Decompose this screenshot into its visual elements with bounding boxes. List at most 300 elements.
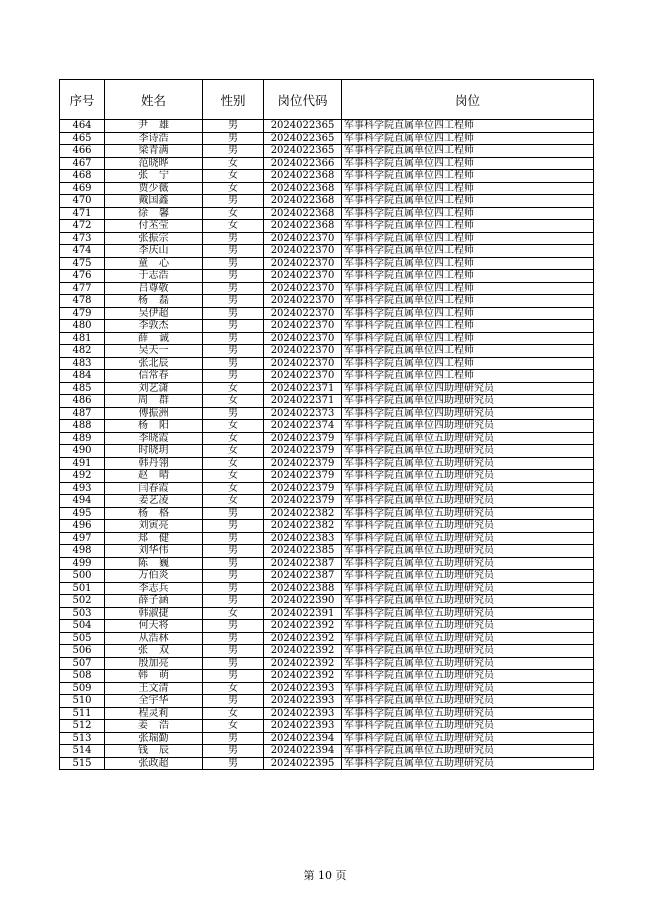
cell-gender: 女: [203, 707, 264, 720]
cell-gender: 女: [203, 420, 264, 433]
cell-post: 军事科学院直属单位四工程师: [342, 145, 594, 158]
cell-post: 军事科学院直属单位五助理研究员: [342, 520, 594, 533]
cell-code: 2024022392: [264, 657, 342, 670]
table-row: [60, 645, 594, 658]
cell-name: 信常春: [105, 370, 203, 383]
cell-code: 2024022379: [264, 495, 342, 508]
cell-seq: 502: [60, 595, 105, 608]
cell-seq: 465: [60, 132, 105, 145]
table-row: [60, 157, 594, 170]
cell-code: 2024022393: [264, 695, 342, 708]
cell-seq: 472: [60, 220, 105, 233]
table-row: [60, 545, 594, 558]
cell-seq: 470: [60, 195, 105, 208]
cell-post: 军事科学院直属单位五助理研究员: [342, 745, 594, 758]
cell-gender: 女: [203, 432, 264, 445]
cell-code: 2024022388: [264, 582, 342, 595]
cell-post: 军事科学院直属单位四工程师: [342, 320, 594, 333]
table-row: [60, 370, 594, 383]
cell-name: 梁青满: [105, 145, 203, 158]
table-row: [60, 320, 594, 333]
table-row: [60, 170, 594, 183]
table-row: [60, 507, 594, 520]
cell-gender: 女: [203, 720, 264, 733]
table-row: [60, 557, 594, 570]
cell-seq: 514: [60, 745, 105, 758]
cell-code: 2024022383: [264, 532, 342, 545]
cell-code: 2024022379: [264, 457, 342, 470]
cell-name: 赵晴: [105, 470, 203, 483]
table-row: [60, 282, 594, 295]
cell-gender: 男: [203, 532, 264, 545]
cell-gender: 男: [203, 732, 264, 745]
cell-seq: 511: [60, 707, 105, 720]
table-header-row: [60, 80, 594, 120]
header-seq: 序号: [60, 80, 105, 120]
cell-post: 军事科学院直属单位四工程师: [342, 232, 594, 245]
cell-seq: 492: [60, 470, 105, 483]
cell-seq: 508: [60, 670, 105, 683]
cell-post: 军事科学院直属单位四工程师: [342, 220, 594, 233]
cell-seq: 498: [60, 545, 105, 558]
cell-seq: 474: [60, 245, 105, 258]
table-row: [60, 345, 594, 358]
cell-name: 张双: [105, 645, 203, 658]
cell-gender: 男: [203, 520, 264, 533]
table-row: [60, 670, 594, 683]
cell-name: 韩丹翎: [105, 457, 203, 470]
table-row: [60, 632, 594, 645]
cell-gender: 男: [203, 245, 264, 258]
table-row: [60, 445, 594, 458]
table-row: [60, 245, 594, 258]
cell-name: 张政超: [105, 757, 203, 770]
cell-seq: 481: [60, 332, 105, 345]
table-row: [60, 520, 594, 533]
cell-code: 2024022392: [264, 632, 342, 645]
cell-gender: 女: [203, 470, 264, 483]
header-post: 岗位: [342, 80, 594, 120]
cell-code: 2024022370: [264, 307, 342, 320]
table-row: [60, 120, 594, 133]
cell-code: 2024022370: [264, 282, 342, 295]
cell-seq: 491: [60, 457, 105, 470]
cell-gender: 女: [203, 457, 264, 470]
cell-gender: 男: [203, 407, 264, 420]
table-row: [60, 757, 594, 770]
cell-post: 军事科学院直属单位五助理研究员: [342, 657, 594, 670]
cell-seq: 509: [60, 682, 105, 695]
cell-code: 2024022371: [264, 395, 342, 408]
header-code: 岗位代码: [264, 80, 342, 120]
cell-seq: 484: [60, 370, 105, 383]
cell-gender: 男: [203, 632, 264, 645]
table-row: [60, 720, 594, 733]
cell-post: 军事科学院直属单位四工程师: [342, 357, 594, 370]
cell-seq: 485: [60, 382, 105, 395]
cell-gender: 男: [203, 620, 264, 633]
cell-post: 军事科学院直属单位五助理研究员: [342, 645, 594, 658]
cell-post: 军事科学院直属单位四助理研究员: [342, 382, 594, 395]
table-row: [60, 582, 594, 595]
cell-gender: 男: [203, 745, 264, 758]
cell-seq: 510: [60, 695, 105, 708]
cell-post: 军事科学院直属单位四助理研究员: [342, 407, 594, 420]
cell-name: 范晓晔: [105, 157, 203, 170]
cell-gender: 男: [203, 670, 264, 683]
table-row: [60, 357, 594, 370]
cell-gender: 女: [203, 170, 264, 183]
cell-gender: 女: [203, 395, 264, 408]
cell-name: 吴伊超: [105, 307, 203, 320]
cell-gender: 男: [203, 370, 264, 383]
cell-post: 军事科学院直属单位五助理研究员: [342, 570, 594, 583]
cell-post: 军事科学院直属单位四工程师: [342, 170, 594, 183]
cell-gender: 男: [203, 307, 264, 320]
cell-name: 王文清: [105, 682, 203, 695]
cell-post: 军事科学院直属单位四工程师: [342, 345, 594, 358]
table-row: [60, 132, 594, 145]
cell-post: 军事科学院直属单位四助理研究员: [342, 420, 594, 433]
cell-name: 李诗浩: [105, 132, 203, 145]
cell-name: 张振宗: [105, 232, 203, 245]
cell-post: 军事科学院直属单位四工程师: [342, 132, 594, 145]
table-row: [60, 495, 594, 508]
cell-gender: 男: [203, 570, 264, 583]
cell-name: 韩淑捷: [105, 607, 203, 620]
cell-name: 刘寅亮: [105, 520, 203, 533]
cell-gender: 男: [203, 320, 264, 333]
cell-gender: 男: [203, 120, 264, 133]
cell-post: 军事科学院直属单位五助理研究员: [342, 607, 594, 620]
header-gender: 性别: [203, 80, 264, 120]
table-row: [60, 232, 594, 245]
cell-name: 闫春霞: [105, 482, 203, 495]
cell-name: 程灵莉: [105, 707, 203, 720]
cell-gender: 男: [203, 582, 264, 595]
cell-post: 军事科学院直属单位四工程师: [342, 182, 594, 195]
cell-gender: 男: [203, 332, 264, 345]
cell-code: 2024022370: [264, 245, 342, 258]
table-row: [60, 457, 594, 470]
cell-post: 军事科学院直属单位五助理研究员: [342, 482, 594, 495]
cell-name: 吕尊敬: [105, 282, 203, 295]
cell-name: 李志兵: [105, 582, 203, 595]
cell-seq: 495: [60, 507, 105, 520]
cell-code: 2024022371: [264, 382, 342, 395]
cell-seq: 505: [60, 632, 105, 645]
cell-code: 2024022392: [264, 620, 342, 633]
cell-code: 2024022392: [264, 670, 342, 683]
cell-name: 贾少薇: [105, 182, 203, 195]
cell-code: 2024022365: [264, 145, 342, 158]
cell-gender: 男: [203, 657, 264, 670]
table-body: [60, 120, 594, 770]
cell-code: 2024022370: [264, 232, 342, 245]
cell-code: 2024022387: [264, 557, 342, 570]
cell-gender: 男: [203, 557, 264, 570]
cell-post: 军事科学院直属单位五助理研究员: [342, 682, 594, 695]
cell-post: 军事科学院直属单位四工程师: [342, 370, 594, 383]
cell-gender: 女: [203, 220, 264, 233]
cell-gender: 女: [203, 482, 264, 495]
cell-code: 2024022379: [264, 482, 342, 495]
cell-post: 军事科学院直属单位五助理研究员: [342, 720, 594, 733]
table-row: [60, 307, 594, 320]
cell-name: 郑健: [105, 532, 203, 545]
roster-table: [59, 79, 594, 770]
cell-gender: 女: [203, 157, 264, 170]
cell-code: 2024022392: [264, 645, 342, 658]
cell-seq: 486: [60, 395, 105, 408]
cell-code: 2024022387: [264, 570, 342, 583]
cell-code: 2024022391: [264, 607, 342, 620]
cell-gender: 女: [203, 182, 264, 195]
cell-seq: 490: [60, 445, 105, 458]
table-row: [60, 695, 594, 708]
cell-post: 军事科学院直属单位四助理研究员: [342, 395, 594, 408]
cell-seq: 504: [60, 620, 105, 633]
cell-post: 军事科学院直属单位五助理研究员: [342, 432, 594, 445]
cell-name: 李庆山: [105, 245, 203, 258]
cell-code: 2024022365: [264, 132, 342, 145]
cell-code: 2024022368: [264, 207, 342, 220]
cell-name: 张宁: [105, 170, 203, 183]
cell-gender: 男: [203, 757, 264, 770]
cell-seq: 494: [60, 495, 105, 508]
cell-gender: 女: [203, 682, 264, 695]
table-row: [60, 257, 594, 270]
cell-name: 张北辰: [105, 357, 203, 370]
cell-gender: 男: [203, 270, 264, 283]
cell-seq: 507: [60, 657, 105, 670]
cell-seq: 483: [60, 357, 105, 370]
cell-name: 时晓玥: [105, 445, 203, 458]
cell-name: 殷加亮: [105, 657, 203, 670]
table-row: [60, 145, 594, 158]
cell-post: 军事科学院直属单位四工程师: [342, 270, 594, 283]
cell-seq: 475: [60, 257, 105, 270]
cell-gender: 女: [203, 445, 264, 458]
cell-code: 2024022370: [264, 295, 342, 308]
cell-name: 李晓霞: [105, 432, 203, 445]
cell-seq: 480: [60, 320, 105, 333]
cell-gender: 男: [203, 345, 264, 358]
cell-name: 于志浩: [105, 270, 203, 283]
cell-seq: 496: [60, 520, 105, 533]
cell-name: 全宇华: [105, 695, 203, 708]
cell-code: 2024022394: [264, 732, 342, 745]
cell-gender: 男: [203, 132, 264, 145]
cell-seq: 512: [60, 720, 105, 733]
cell-seq: 476: [60, 270, 105, 283]
cell-seq: 499: [60, 557, 105, 570]
cell-code: 2024022370: [264, 332, 342, 345]
cell-seq: 503: [60, 607, 105, 620]
cell-gender: 男: [203, 295, 264, 308]
table-row: [60, 407, 594, 420]
cell-post: 军事科学院直属单位四工程师: [342, 257, 594, 270]
cell-name: 韩萌: [105, 670, 203, 683]
cell-post: 军事科学院直属单位四工程师: [342, 332, 594, 345]
cell-post: 军事科学院直属单位四工程师: [342, 157, 594, 170]
table-row: [60, 420, 594, 433]
cell-code: 2024022393: [264, 707, 342, 720]
cell-seq: 493: [60, 482, 105, 495]
cell-code: 2024022370: [264, 370, 342, 383]
table-row: [60, 207, 594, 220]
cell-code: 2024022385: [264, 545, 342, 558]
cell-name: 张瑞勤: [105, 732, 203, 745]
cell-name: 钱辰: [105, 745, 203, 758]
cell-code: 2024022373: [264, 407, 342, 420]
table-row: [60, 470, 594, 483]
cell-code: 2024022382: [264, 520, 342, 533]
table-row: [60, 657, 594, 670]
table-row: [60, 332, 594, 345]
cell-name: 付苤莹: [105, 220, 203, 233]
cell-seq: 473: [60, 232, 105, 245]
cell-post: 军事科学院直属单位五助理研究员: [342, 695, 594, 708]
cell-post: 军事科学院直属单位五助理研究员: [342, 532, 594, 545]
cell-gender: 男: [203, 645, 264, 658]
cell-name: 杨格: [105, 507, 203, 520]
cell-post: 军事科学院直属单位五助理研究员: [342, 507, 594, 520]
cell-seq: 488: [60, 420, 105, 433]
cell-post: 军事科学院直属单位五助理研究员: [342, 445, 594, 458]
cell-name: 傅振洲: [105, 407, 203, 420]
cell-name: 陈巍: [105, 557, 203, 570]
cell-gender: 男: [203, 232, 264, 245]
cell-post: 军事科学院直属单位四工程师: [342, 295, 594, 308]
cell-code: 2024022368: [264, 182, 342, 195]
page-number: 第 10 页: [303, 869, 347, 882]
cell-name: 周群: [105, 395, 203, 408]
cell-code: 2024022370: [264, 357, 342, 370]
cell-seq: 487: [60, 407, 105, 420]
cell-name: 何天将: [105, 620, 203, 633]
cell-post: 军事科学院直属单位五助理研究员: [342, 595, 594, 608]
cell-seq: 500: [60, 570, 105, 583]
cell-name: 童心: [105, 257, 203, 270]
cell-code: 2024022395: [264, 757, 342, 770]
cell-seq: 513: [60, 732, 105, 745]
cell-code: 2024022390: [264, 595, 342, 608]
table-row: [60, 682, 594, 695]
cell-name: 徐馨: [105, 207, 203, 220]
cell-code: 2024022374: [264, 420, 342, 433]
cell-post: 军事科学院直属单位五助理研究员: [342, 632, 594, 645]
cell-gender: 男: [203, 282, 264, 295]
table-row: [60, 595, 594, 608]
cell-post: 军事科学院直属单位四工程师: [342, 195, 594, 208]
cell-code: 2024022379: [264, 432, 342, 445]
cell-post: 军事科学院直属单位四工程师: [342, 120, 594, 133]
cell-code: 2024022382: [264, 507, 342, 520]
table-row: [60, 745, 594, 758]
cell-gender: 男: [203, 145, 264, 158]
table-row: [60, 182, 594, 195]
cell-code: 2024022370: [264, 320, 342, 333]
cell-name: 薛诚: [105, 332, 203, 345]
cell-post: 军事科学院直属单位五助理研究员: [342, 557, 594, 570]
cell-name: 姜浩: [105, 720, 203, 733]
cell-code: 2024022370: [264, 270, 342, 283]
cell-seq: 501: [60, 582, 105, 595]
cell-gender: 男: [203, 507, 264, 520]
cell-code: 2024022365: [264, 120, 342, 133]
cell-gender: 男: [203, 257, 264, 270]
cell-seq: 477: [60, 282, 105, 295]
cell-post: 军事科学院直属单位五助理研究员: [342, 732, 594, 745]
cell-post: 军事科学院直属单位五助理研究员: [342, 470, 594, 483]
cell-post: 军事科学院直属单位四工程师: [342, 245, 594, 258]
cell-post: 军事科学院直属单位五助理研究员: [342, 545, 594, 558]
cell-seq: 466: [60, 145, 105, 158]
cell-post: 军事科学院直属单位五助理研究员: [342, 620, 594, 633]
cell-code: 2024022370: [264, 345, 342, 358]
table-row: [60, 195, 594, 208]
cell-gender: 女: [203, 495, 264, 508]
cell-name: 杨阳: [105, 420, 203, 433]
cell-gender: 男: [203, 695, 264, 708]
cell-gender: 女: [203, 207, 264, 220]
table-row: [60, 607, 594, 620]
cell-seq: 479: [60, 307, 105, 320]
cell-seq: 478: [60, 295, 105, 308]
cell-code: 2024022366: [264, 157, 342, 170]
table-row: [60, 620, 594, 633]
table-row: [60, 270, 594, 283]
table-row: [60, 220, 594, 233]
cell-gender: 男: [203, 195, 264, 208]
cell-post: 军事科学院直属单位五助理研究员: [342, 582, 594, 595]
cell-seq: 506: [60, 645, 105, 658]
cell-seq: 515: [60, 757, 105, 770]
cell-name: 李敦杰: [105, 320, 203, 333]
table-row: [60, 382, 594, 395]
table-row: [60, 432, 594, 445]
cell-name: 吴天一: [105, 345, 203, 358]
cell-seq: 482: [60, 345, 105, 358]
table-row: [60, 707, 594, 720]
cell-name: 刘艺潇: [105, 382, 203, 395]
cell-seq: 468: [60, 170, 105, 183]
cell-name: 尹雄: [105, 120, 203, 133]
cell-post: 军事科学院直属单位五助理研究员: [342, 757, 594, 770]
cell-post: 军事科学院直属单位四工程师: [342, 307, 594, 320]
cell-post: 军事科学院直属单位四工程师: [342, 282, 594, 295]
cell-post: 军事科学院直属单位五助理研究员: [342, 495, 594, 508]
table-row: [60, 570, 594, 583]
table-row: [60, 532, 594, 545]
cell-gender: 男: [203, 545, 264, 558]
cell-gender: 男: [203, 595, 264, 608]
cell-code: 2024022393: [264, 720, 342, 733]
cell-code: 2024022394: [264, 745, 342, 758]
cell-seq: 497: [60, 532, 105, 545]
cell-name: 刘华伟: [105, 545, 203, 558]
cell-gender: 女: [203, 607, 264, 620]
cell-code: 2024022368: [264, 220, 342, 233]
cell-name: 杨磊: [105, 295, 203, 308]
table-row: [60, 295, 594, 308]
cell-name: 姜艺凌: [105, 495, 203, 508]
cell-gender: 女: [203, 382, 264, 395]
cell-code: 2024022370: [264, 257, 342, 270]
cell-seq: 464: [60, 120, 105, 133]
cell-name: 从浩林: [105, 632, 203, 645]
